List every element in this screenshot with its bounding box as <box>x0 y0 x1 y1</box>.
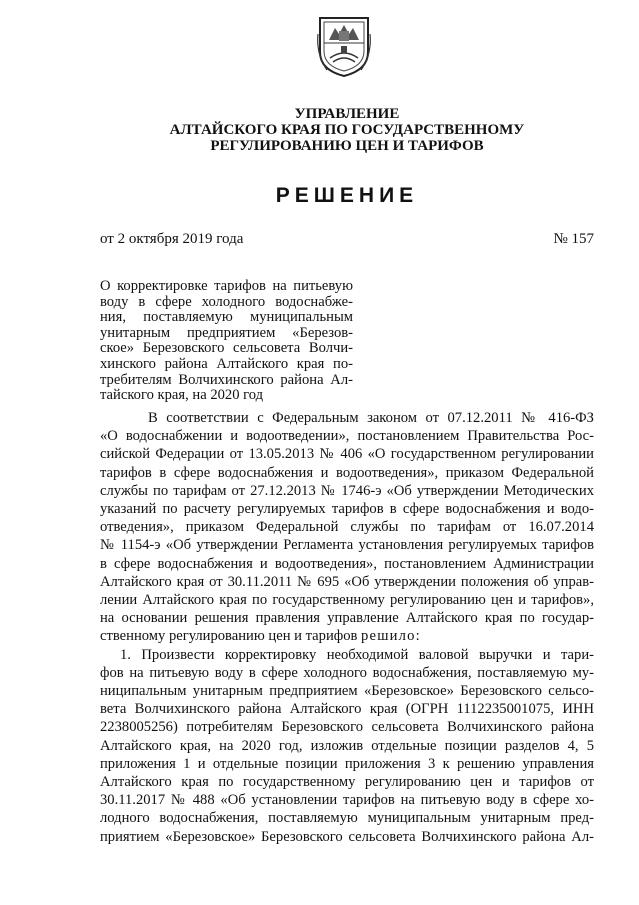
decided-word: решило <box>361 628 416 645</box>
preamble-line: «О водоснабжении и водоотведении», постановлением Правительства Рос- <box>100 428 594 445</box>
preamble-line: отведения», приказом Федеральной службы по тарифам от 16.07.2014 <box>100 519 594 536</box>
coat-of-arms-icon <box>317 14 371 78</box>
preamble-line: на основании решения правления управление Алтайского края по государ- <box>100 610 594 627</box>
item1-line: фов на питьевую воду в сфере холодного водоснабжения, поставляемую му- <box>100 664 594 681</box>
organization-line: УПРАВЛЕНИЕ <box>294 106 400 122</box>
subject-line: воду в сфере холодного водоснабже- <box>100 293 353 310</box>
preamble-final-text: ственному регулированию цен и тарифов <box>100 628 362 645</box>
preamble-line: № 1154-э «Об утверждении Регламента установления регулируемых тарифов <box>100 537 594 554</box>
preamble-line: Алтайского края от 30.11.2011 № 695 «Об утверждении положения об управ- <box>100 573 594 590</box>
item1-line: 2238005256) потребителям Березовского сельсовета Волчихинского района <box>100 719 594 736</box>
preamble-line: лении Алтайского края по государственному регулированию цен и тарифов», <box>100 592 594 609</box>
item1-line: Алтайского края по государственному регулированию цен и тарифов от <box>100 774 594 791</box>
item1-line: приложения 1 и отдельные позиции приложения 3 к решению управления <box>100 755 594 772</box>
preamble-line: сийской Федерации от 13.05.2013 № 406 «О государственном регулировании <box>100 446 594 463</box>
subject-line: унитарным предприятием «Березов- <box>100 324 353 341</box>
subject-line: ское» Березовского сельсовета Волчи- <box>100 340 353 357</box>
document-subject <box>100 279 353 404</box>
preamble-final-line <box>100 627 594 645</box>
item1-line: ниципальным унитарным предприятием «Березовское» Березовского сельсо- <box>100 683 594 700</box>
item1-line: 1. Произвести корректировку необходимой валовой выручки и тари- <box>120 646 594 663</box>
item1-line: лодного водоснабжения, поставляемую муниципальным унитарным пред- <box>100 810 594 827</box>
preamble-line: тарифов в сфере водоснабжения и водоотведения», приказом Федеральной <box>100 464 594 481</box>
document-date: от 2 октября 2019 года <box>100 231 244 247</box>
organization-name <box>100 106 594 154</box>
decided-suffix: : <box>415 628 420 645</box>
preamble-line: указаний по расчету регулируемых тарифов в сфере водоснабжения и водо- <box>100 501 594 518</box>
document-number: № 157 <box>553 231 594 247</box>
subject-line: требителям Волчихинского района Ал- <box>100 371 353 388</box>
preamble-line: в сфере водоснабжения и водоотведения», постановлением Администрации <box>100 555 594 572</box>
subject-line: тайского края, на 2020 год <box>100 387 264 404</box>
preamble-line: службы по тарифам от 27.12.2013 № 1746-э «Об утверждении Методических <box>100 482 594 499</box>
document-type-title: РЕШЕНИЕ <box>275 184 419 207</box>
subject-line: О корректировке тарифов на питьевую <box>100 278 353 294</box>
subject-line: ния, поставляемую муниципальным <box>100 309 353 326</box>
item1-line: Алтайского края, на 2020 год, изложив отдельные позиции разделов 4, 5 <box>100 737 594 754</box>
subject-line: хинского района Алтайского края по- <box>100 355 353 372</box>
organization-line: РЕГУЛИРОВАНИЮ ЦЕН И ТАРИФОВ <box>210 138 484 154</box>
item1-line: приятием «Березовское» Березовского сельсовета Волчихинского района Ал- <box>100 828 594 845</box>
item1-line: 30.11.2017 № 488 «Об установлении тарифов на питьевую воду в сфере хо- <box>100 792 594 809</box>
item1-line: вета Волчихинского района Алтайского края (ОГРН 1112235001075, ИНН <box>100 701 594 718</box>
document-body <box>100 409 594 846</box>
organization-line: АЛТАЙСКОГО КРАЯ ПО ГОСУДАРСТВЕННОМУ <box>169 122 525 138</box>
preamble-line: В соответствии с Федеральным законом от 07.12.2011 № 416-ФЗ <box>148 410 594 426</box>
